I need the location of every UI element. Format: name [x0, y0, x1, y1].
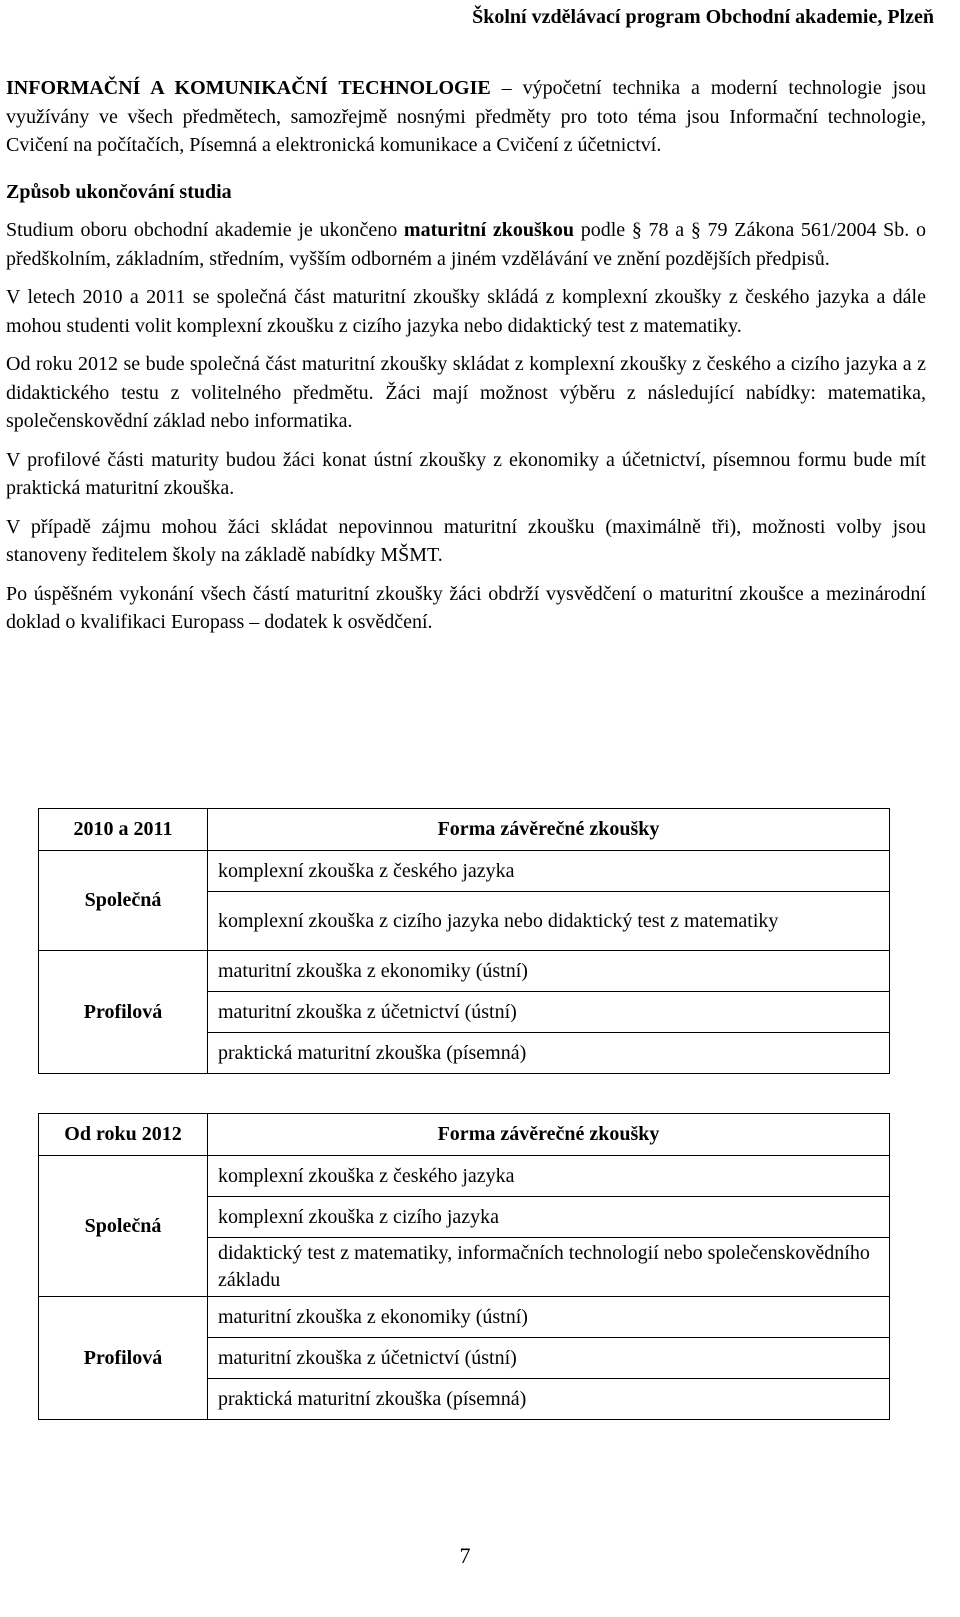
table-cell: komplexní zkouška z cizího jazyka [208, 1197, 890, 1238]
group-common: Společná [39, 851, 208, 951]
table-header-period: Od roku 2012 [39, 1114, 208, 1156]
paragraph-law-pre: Studium oboru obchodní akademie je ukončeno [6, 219, 404, 241]
paragraph-profile: V profilové části maturity budou žáci konat ústní zkoušky z ekonomiky a účetnictví, písemnou formu bude mít praktická maturitní zkouška. [6, 448, 926, 499]
table-cell: maturitní zkouška z ekonomiky (ústní) [208, 1297, 890, 1338]
intro-paragraph [6, 74, 926, 160]
table-header-form: Forma závěrečné zkoušky [208, 809, 890, 851]
group-common: Společná [39, 1156, 208, 1297]
section-title: Způsob ukončování studia [6, 180, 232, 203]
document-body [6, 74, 926, 647]
page-number: 7 [459, 1543, 471, 1568]
table-cell: praktická maturitní zkouška (písemná) [208, 1033, 890, 1074]
table-cell: maturitní zkouška z účetnictví (ústní) [208, 1338, 890, 1379]
intro-heading: INFORMAČNÍ A KOMUNIKAČNÍ TECHNOLOGIE [6, 77, 491, 99]
paragraph-law-bold: maturitní zkouškou [403, 219, 574, 241]
table-cell: komplexní zkouška z cizího jazyka nebo didaktický test z matematiky [208, 892, 890, 951]
table-cell: didaktický test z matematiky, informačních technologií nebo společenskovědního základu [208, 1238, 890, 1297]
table-cell: komplexní zkouška z českého jazyka [208, 851, 890, 892]
paragraph-law [6, 216, 926, 273]
table-header-period: 2010 a 2011 [39, 809, 208, 851]
table-cell: praktická maturitní zkouška (písemná) [208, 1379, 890, 1420]
paragraph-optional: V případě zájmu mohou žáci skládat nepovinnou maturitní zkoušku (maximálně tři), možnosti volby jsou stanoveny ředitelem školy na základě nabídky MŠMT. [6, 515, 926, 566]
intro-text: – výpočetní technika a moderní technologie jsou využívány ve všech předmětech, samozřejmě nosnými předměty pro toto téma jsou Informační technologie, Cvičení na počítačích, Písemná a elektronická komunikace a Cvičení z účetnictví. [6, 77, 927, 156]
table-cell: maturitní zkouška z účetnictví (ústní) [208, 992, 890, 1033]
group-profile: Profilová [39, 951, 208, 1074]
paragraph-2010: V letech 2010 a 2011 se společná část maturitní zkoušky skládá z komplexní zkoušky z českého jazyka a dále mohou studenti volit komplexní zkoušku z cizího jazyka nebo didaktický test z matematiky. [6, 286, 926, 337]
exam-table-2012 [38, 1113, 890, 1420]
paragraph-2012: Od roku 2012 se bude společná část maturitní zkoušky skládat z komplexní zkoušky z českého a cizího jazyka a z didaktického testu z volitelného předmětu. Žáci mají možnost výběru z následující nabídky: matematika, společenskovědní základ nebo informatika. [6, 353, 926, 432]
table-header-form: Forma závěrečné zkoušky [208, 1114, 890, 1156]
paragraph-law-post: podle § 78 a § 79 Zákona 561/2004 Sb. o předškolním, základním, středním, vyšším odborném a jiném vzdělávání ve znění pozdějších předpisů. [6, 219, 926, 270]
exam-table-2010 [38, 808, 890, 1074]
page-header: Školní vzdělávací program Obchodní akademie, Plzeň [472, 6, 934, 28]
table-cell: komplexní zkouška z českého jazyka [208, 1156, 890, 1197]
paragraph-certificate: Po úspěšném vykonání všech částí maturitní zkoušky žáci obdrží vysvědčení o maturitní zkoušce a mezinárodní doklad o kvalifikaci Europass – dodatek k osvědčení. [6, 582, 926, 633]
table-cell: maturitní zkouška z ekonomiky (ústní) [208, 951, 890, 992]
group-profile: Profilová [39, 1297, 208, 1420]
